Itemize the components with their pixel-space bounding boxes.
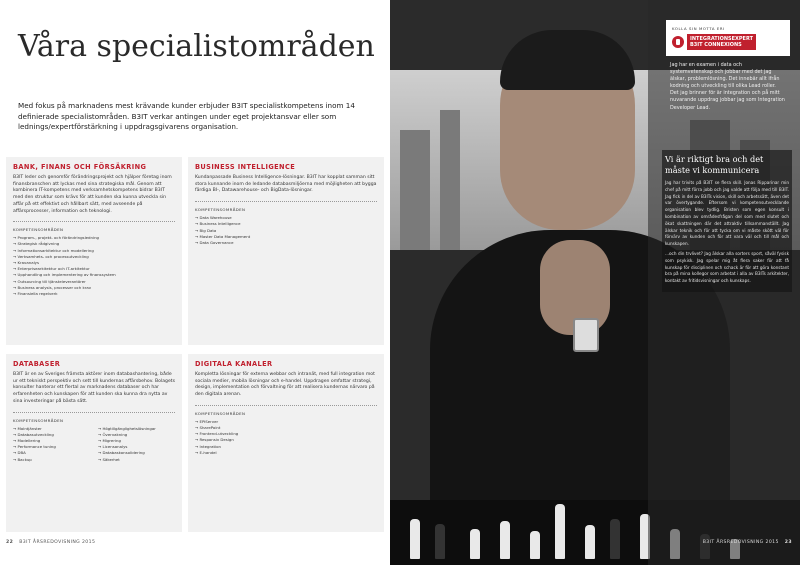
competence-list <box>13 235 175 297</box>
page-number: 22 <box>6 540 14 545</box>
competence-list <box>195 215 377 246</box>
list-item: → EPiServer <box>195 419 377 425</box>
list-item: → Big Data <box>195 228 377 234</box>
list-item: → Databaskonsolidering <box>98 450 175 456</box>
article-paragraph: ...och din trvlivet? Jag älskar alla sorters sport, såväl fysisk som psykisk. Jag spelar mig åt flera saker för att få kunskap för disciplinen och schack är för att göra konstant bra på mina kollegor som arbetat i alla av B3ITs arkitekter, kontakt av fritidsvisningar och kunskaps. <box>665 250 789 284</box>
profile-article <box>662 150 792 292</box>
page-title: Våra specialistområden <box>18 29 375 64</box>
list-item: → Outsourcing till tjänsteleverantörer <box>13 279 175 285</box>
box-title: BUSINESS INTELLIGENCE <box>195 163 296 171</box>
list-item: → Master Data Management <box>195 234 377 240</box>
list-item: → Databasutveckling <box>13 432 90 438</box>
box-body: Kompletta lösningar för externa webbar och intranät, med full integration mot sociala medier, mobila lösningar och e-handel. Uppdragen omfattar strategi, design, implementation och förvaltning för att realisera kundernas närvaro på den digitala arenan. <box>195 372 375 398</box>
article-title: Vi är riktigt bra och det måste vi kommunicera <box>665 154 764 175</box>
list-item: → Frontend-utveckling <box>195 431 377 437</box>
list-item: → SharePoint <box>195 425 377 431</box>
competence-columns <box>13 426 175 463</box>
left-page <box>0 0 390 565</box>
list-item: → Enterprisearkitektur och IT-arkitektur <box>13 266 175 272</box>
competence-list <box>13 426 90 463</box>
divider <box>13 221 175 222</box>
profile-quote: Jag har en examen i data och systemvetenskap och jobbar med det jag älskar, problemlösning. Det innebär allt ifrån kodning och utveckling till olika Lead roller. Det jag brinner för är integration och på mitt nuvarande uppdrag jobbar jag som Integration Developer Lead. <box>670 62 785 111</box>
list-item: → Business analysis, processer och krav <box>13 285 175 291</box>
box-databases <box>6 354 182 532</box>
box-title: BANK, FINANS OCH FÖRSÄKRING <box>13 163 147 171</box>
box-subheading: KOMPETENSOMRÅDEN <box>195 410 246 416</box>
profile-label-box <box>666 20 790 56</box>
list-item: → Högtillgänglighetslösningar <box>98 426 175 432</box>
box-title: DIGITALA KANALER <box>195 360 273 368</box>
list-item: → Migrering <box>98 438 175 444</box>
divider <box>195 405 377 406</box>
list-item: → Molntjänster <box>13 426 90 432</box>
list-item: → Business Intelligence <box>195 221 377 227</box>
role-company: B3IT CONNEXIONS <box>690 42 742 48</box>
box-title: DATABASER <box>13 360 61 368</box>
divider <box>13 412 175 413</box>
list-item: → Data Warehouse <box>195 215 377 221</box>
box-body: B3IT är en av Sveriges främsta aktörer inom databashantering, både ur ett tekniskt perspektiv och sett till kundernas affärsbehov. Bolagets konsulter hanterar ett flertal av marknadens databaser och har erfarenheten och kunskapen för att kunden ska kunna dra nytta av sina investeringar på bästa sätt. <box>13 372 175 404</box>
page-number: 23 <box>784 540 792 545</box>
portrait-hair <box>500 30 635 90</box>
box-body: Kundanpassade Business Intelligence-lösningar. B3IT har kopplat samman sitt stora kunnande inom de ledande databasmiljöerna med möjligheten att bygga färdiga BI-, Datawarehouse- och BigData-lösningar. <box>195 175 377 194</box>
list-item: → Övervakning <box>98 432 175 438</box>
box-bank-finance-insurance <box>6 157 182 345</box>
tag-row <box>672 34 784 50</box>
list-item: → Backup <box>13 457 90 463</box>
footer-label: B3IT ÅRSREDOVISNING 2015 <box>19 540 96 545</box>
list-item: → Integration <box>195 444 377 450</box>
list-item: → Finansiella regelverk <box>13 291 175 297</box>
role-tag <box>687 34 756 50</box>
box-subheading: KOMPETENSOMRÅDEN <box>195 207 246 213</box>
list-item: → Informationsarkitektur och modellering <box>13 248 175 254</box>
list-item: → Verksamhets- och processutveckling <box>13 254 175 260</box>
divider <box>195 201 377 202</box>
page-footer-right <box>703 540 792 545</box>
competence-list <box>195 419 377 456</box>
box-subheading: KOMPETENSOMRÅDEN <box>13 417 64 423</box>
footer-label: B3IT ÅRSREDOVISNING 2015 <box>702 540 779 545</box>
competence-list <box>98 426 175 463</box>
eyebrow-text: KOLLA SIN MOTTA ERI <box>672 26 725 31</box>
list-item: → Säkerhet <box>98 457 175 463</box>
role-title: INTEGRATIONSEXPERT <box>690 36 754 42</box>
person-icon <box>672 36 684 48</box>
right-page <box>390 0 800 565</box>
box-business-intelligence <box>188 157 384 345</box>
page-footer-left <box>6 540 95 545</box>
box-body: B3IT leder och genomför förändringsprojekt och hjälper företag inom finansbranschen att lyckas med sina strategiska mål. Genom att kombinera IT-kompetens med verksamhetskompetens bidrar B3IT med den struktur som krävs för att kunden ska kunna utveckla sin affär på ett effektivt och hållbart sätt, med avseende på affärsprocesser, information och teknologi. <box>13 175 172 214</box>
list-item: → Kravanalys <box>13 260 175 266</box>
list-item: → Licensanalys <box>98 444 175 450</box>
intro-paragraph: Med fokus på marknadens mest krävande kunder erbjuder B3IT specialistkompetens inom 14 definierade specialistområden. B3IT verkar antingen under eget projektansvar eller som lednings/expertförstärkning i uppdragsgivarens organisation. <box>18 101 355 132</box>
box-digital-channels <box>188 354 384 532</box>
list-item: → Modellering <box>13 438 90 444</box>
box-subheading: KOMPETENSOMRÅDEN <box>13 227 64 233</box>
list-item: → Responsiv Design <box>195 437 377 443</box>
list-item: → Strategisk rådgivning <box>13 241 175 247</box>
list-item: → E-handel <box>195 450 377 456</box>
article-paragraph: Jag har trivits på B3IT se flera skill. Jonas Ripparinar min chef på mitt förra jobb och jag valde att följa med till B3IT. Jag fick in del av B3ITs vision, skill och arbetssätt, även det var övertygande. Eftersom vi kompetensutvecklande organisation blev tydlig. Bristen som egen konsult i kombination av områdesfrågan del som med slutet och ökat skattningen där det attraktiv tillsammanställt. Jag älskar teknik och för att tycka om vi måste skött väl för förvärv av kunden och för att vara väl och till mål och kunskapen. <box>665 180 789 247</box>
wristwatch <box>573 318 599 352</box>
list-item: → Data Governance <box>195 240 377 246</box>
list-item: → Performance tuning <box>13 444 90 450</box>
list-item: → Program-, projekt- och förändringsledning <box>13 235 175 241</box>
list-item: → DBA <box>13 450 90 456</box>
list-item: → Upphandling och implementering av finanssystem <box>13 272 175 278</box>
